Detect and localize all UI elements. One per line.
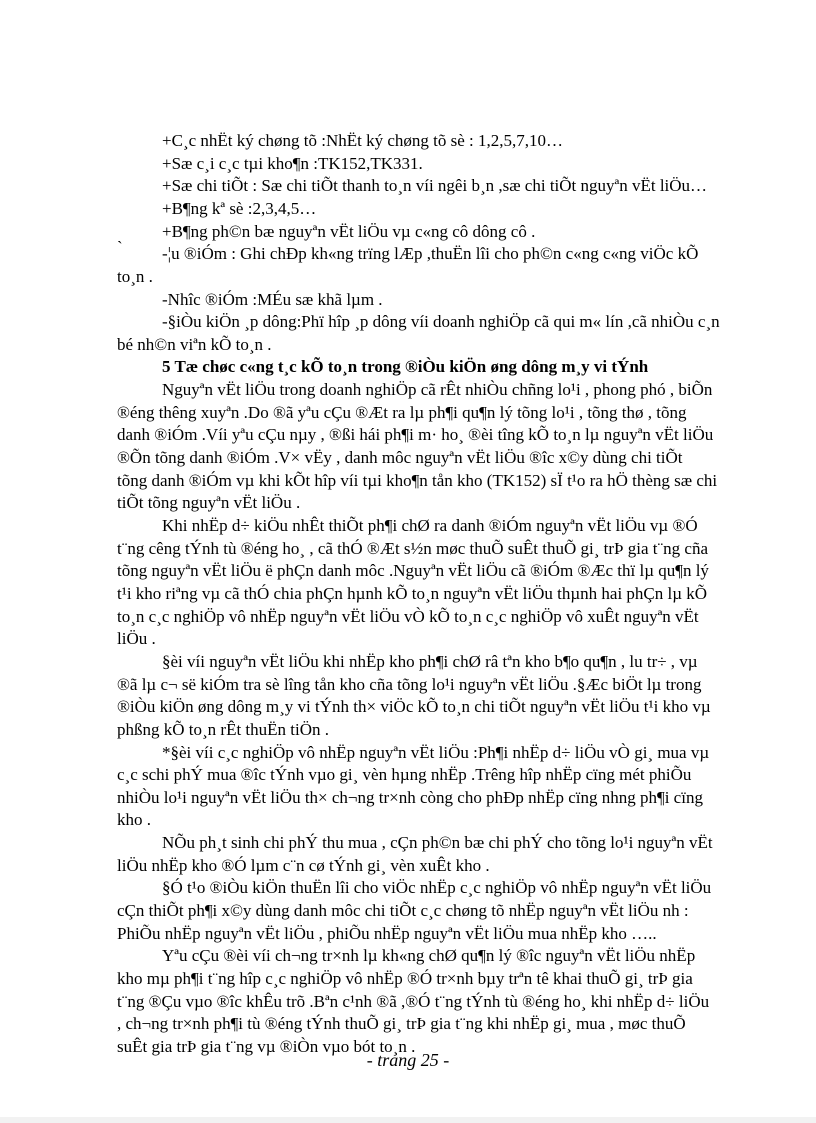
bottom-shade bbox=[0, 1117, 816, 1123]
text-line: , ch¬ng tr×nh ph¶i tù ®éng tÝnh thuÕ gi¸ trÞ gia t¨ng khi nhËp gi¸ mua , møc thuÕ bbox=[117, 1014, 686, 1033]
text-line: §Ó t¹o ®iÒu kiÖn thuËn lîi cho viÖc nhËp c¸c nghiÖp vô nhËp nguyªn vËt liÖu bbox=[162, 878, 712, 897]
text-line: Nguyªn vËt liÖu trong doanh nghiÖp cã rÊt nhiÒu chñng lo¹i , phong phó , biÕn bbox=[162, 380, 713, 399]
stray-mark: ` bbox=[117, 238, 123, 258]
text-line: cÇn thiÕt ph¶i x©y dùng danh môc chi tiÕt c¸c chøng tõ nhËp nguyªn vËt liÖu nh : bbox=[117, 901, 689, 920]
text-line: t¹i kho riªng vµ cã thÓ chia phÇn hµnh kÕ to¸n nguyªn vËt liÖu thµnh hai phÇn lµ kÕ bbox=[117, 584, 708, 603]
page-footer: - trang 25 - bbox=[366, 1050, 450, 1070]
text-line: *§èi víi c¸c nghiÖp vô nhËp nguyªn vËt liÖu :Ph¶i nhËp d÷ liÖu vÒ gi¸ mua vµ bbox=[162, 743, 710, 762]
text-line: danh ®iÓm .Víi yªu cÇu nµy , ®ßi hái ph¶i m· ho¸ ®èi tîng kÕ to¸n lµ nguyªn vËt liÖu bbox=[117, 425, 714, 444]
text-line: ®Õn tõng danh ®iÓm .V× vËy , danh môc nguyªn vËt liÖu ®îc x©y dùng chi tiÕt bbox=[117, 448, 683, 467]
text-line: t¨ng ®Çu vµo ®îc khÊu trõ .Bªn c¹nh ®ã ,®Ó t¨ng tÝnh tù ®éng ho¸ khi nhËp d÷ liÖu bbox=[117, 992, 710, 1011]
text-line: to¸n c¸c nghiÖp vô nhËp nguyªn vËt liÖu vÒ kÕ to¸n c¸c nghiÖp vô xuÊt nguyªn vËt bbox=[117, 607, 699, 626]
text-line: +B¶ng kª sè :2,3,4,5… bbox=[162, 199, 317, 218]
text-line: t¨ng cêng tÝnh tù ®éng ho¸ , cã thÓ ®Æt s½n møc thuÕ suÊt thuÕ gi¸ trÞ gia t¨ng cña bbox=[117, 539, 708, 558]
text-line: ®iÒu kiÖn øng dông m¸y vi tÝnh th× viÖc kÕ to¸n chi tiÕt nguyªn vËt liÖu t¹i kho vµ bbox=[117, 697, 711, 716]
text-line: §èi víi nguyªn vËt liÖu khi nhËp kho ph¶i chØ râ tªn kho b¶o qu¶n , lu tr÷ , vµ bbox=[162, 652, 698, 671]
section-heading: 5 Tæ chøc c«ng t¸c kÕ to¸n trong ®iÒu kiÖn øng dông m¸y vi tÝnh bbox=[162, 357, 649, 376]
text-line: liÖu nhËp kho ®Ó lµm c¨n cø tÝnh gi¸ vèn xuÊt kho . bbox=[117, 856, 490, 875]
text-line: bé nh©n viªn kÕ to¸n . bbox=[117, 335, 272, 354]
text-line: nhiÒu lo¹i nguyªn vËt liÖu th× ch¬ng tr×nh còng cho phÐp nhËp cïng nhng ph¶i cïng bbox=[117, 788, 703, 807]
text-line: +B¶ng ph©n bæ nguyªn vËt liÖu vµ c«ng cô dông cô . bbox=[162, 222, 536, 241]
text-line: kho mµ ph¶i t¨ng hîp c¸c nghiÖp vô nhËp ®Ó tr×nh bµy trªn tê khai thuÕ gi¸ trÞ gia bbox=[117, 969, 693, 988]
text-line: c¸c schi phÝ mua ®îc tÝnh vµo gi¸ vèn hµng nhËp .Trêng hîp nhËp cïng mét phiÕu bbox=[117, 765, 692, 784]
text-line: tiÕt tõng nguyªn vËt liÖu . bbox=[117, 493, 301, 512]
text-line: to¸n . bbox=[117, 267, 153, 286]
text-line: suÊt gia trÞ gia t¨ng vµ ®iÒn vµo bót to¸n . bbox=[117, 1037, 416, 1056]
text-line: +Sæ chi tiÕt : Sæ chi tiÕt thanh to¸n víi ngêi b¸n ,sæ chi tiÕt nguyªn vËt liÖu… bbox=[162, 176, 708, 195]
text-line: Khi nhËp d÷ kiÖu nhÊt thiÕt ph¶i chØ ra danh ®iÓm nguyªn vËt liÖu vµ ®Ó bbox=[162, 516, 698, 535]
text-line: NÕu ph¸t sinh chi phÝ thu mua , cÇn ph©n bæ chi phÝ cho tõng lo¹i nguyªn vËt bbox=[162, 833, 713, 852]
text-line: liÖu . bbox=[117, 629, 156, 648]
text-line: -Nhîc ®iÓm :MÉu sæ khã lµm . bbox=[162, 290, 383, 309]
text-line: ®éng thêng xuyªn .Do ®ã yªu cÇu ®Æt ra lµ ph¶i qu¶n lý tõng lo¹i , tõng thø , tõng bbox=[117, 403, 687, 422]
text-line: ®ã lµ c¬ së kiÓm tra sè lîng tån kho cña tõng lo¹i nguyªn vËt liÖu .§Æc biÖt lµ trong bbox=[117, 675, 702, 694]
text-line: tõng danh ®iÓm vµ khi kÕt hîp víi tµi kho¶n tån kho (TK152) sÏ t¹o ra hÖ thèng sæ chi bbox=[117, 471, 718, 490]
text-line: Yªu cÇu ®èi víi ch¬ng tr×nh lµ kh«ng chØ qu¶n lý ®îc nguyªn vËt liÖu nhËp bbox=[162, 946, 696, 965]
text-line: kho . bbox=[117, 810, 151, 829]
text-line: -§iÒu kiÖn ¸p dông:Phï hîp ¸p dông víi doanh nghiÖp cã qui m« lín ,cã nhiÒu c¸n bbox=[162, 312, 720, 331]
text-line: PhiÕu nhËp nguyªn vËt liÖu , phiÕu nhËp nguyªn vËt liÖu mua nhËp kho ….. bbox=[117, 924, 657, 943]
text-line: -¦u ®iÓm : Ghi chÐp kh«ng trïng lÆp ,thuËn lîi cho ph©n c«ng c«ng viÖc kÕ bbox=[162, 244, 699, 263]
text-line: +C¸c nhËt ký chøng tõ :NhËt ký chøng tõ sè : 1,2,5,7,10… bbox=[162, 131, 564, 150]
text-line: tõng nguyªn vËt liÖu ë phÇn danh môc .Nguyªn vËt liÖu cã ®iÓm ®Æc thï lµ qu¶n lý bbox=[117, 561, 709, 580]
text-line: +Sæ c¸i c¸c tµi kho¶n :TK152,TK331. bbox=[162, 154, 423, 173]
text-line: phßng kÕ to¸n rÊt thuËn tiÖn . bbox=[117, 720, 330, 739]
